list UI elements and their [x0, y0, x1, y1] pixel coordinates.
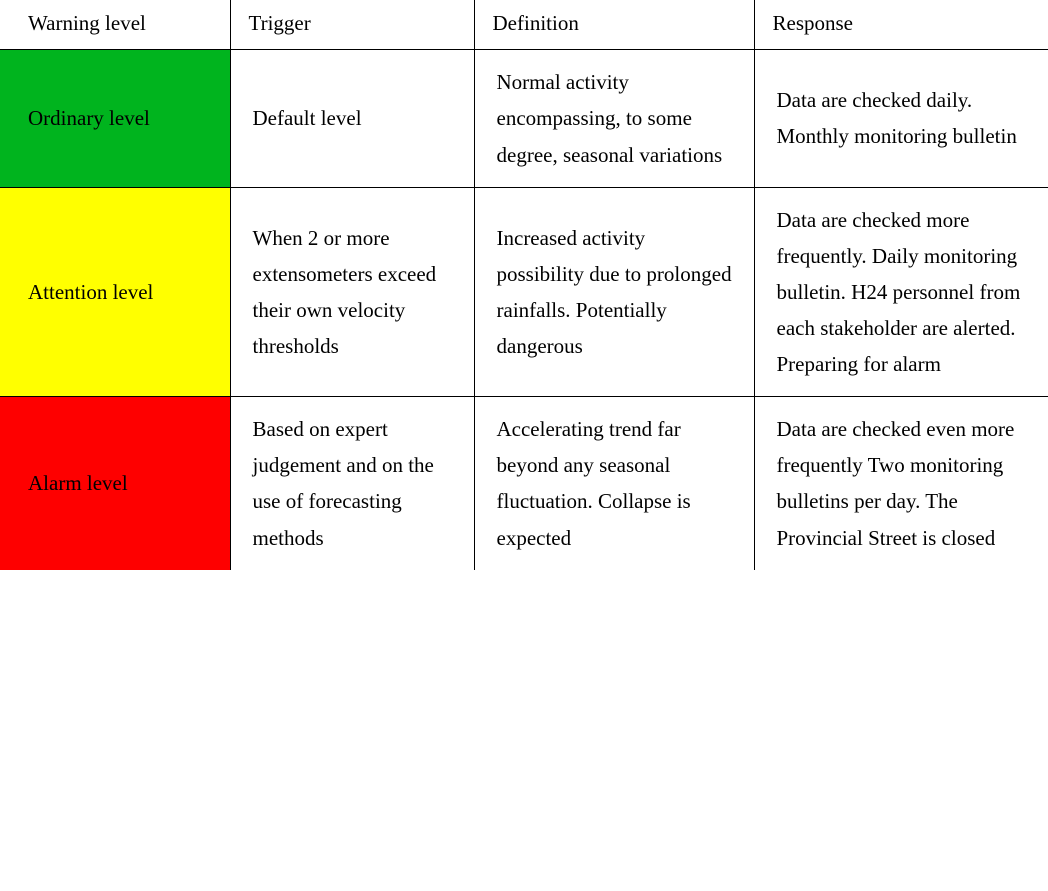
column-header-trigger: Trigger [230, 0, 474, 50]
table-row [0, 50, 1048, 187]
table-header-row [0, 0, 1048, 50]
response-alarm: Data are checked even more frequently Two monitoring bulletins per day. The Provincial Street is closed [754, 397, 1048, 570]
column-header-definition: Definition [474, 0, 754, 50]
definition-attention: Increased activity possibility due to prolonged rainfalls. Potentially dangerous [474, 187, 754, 397]
warning-level-ordinary: Ordinary level [0, 50, 230, 187]
table-body [0, 50, 1048, 570]
table-row [0, 397, 1048, 570]
response-attention: Data are checked more frequently. Daily monitoring bulletin. H24 personnel from each stakeholder are alerted. Preparing for alarm [754, 187, 1048, 397]
definition-alarm: Accelerating trend far beyond any seasonal fluctuation. Collapse is expected [474, 397, 754, 570]
warning-level-attention: Attention level [0, 187, 230, 397]
trigger-ordinary: Default level [230, 50, 474, 187]
table-row [0, 187, 1048, 397]
definition-ordinary: Normal activity encompassing, to some degree, seasonal variations [474, 50, 754, 187]
column-header-warning-level: Warning level [0, 0, 230, 50]
trigger-alarm: Based on expert judgement and on the use of forecasting methods [230, 397, 474, 570]
trigger-attention: When 2 or more extensometers exceed their own velocity thresholds [230, 187, 474, 397]
warning-level-alarm: Alarm level [0, 397, 230, 570]
response-ordinary: Data are checked daily. Monthly monitoring bulletin [754, 50, 1048, 187]
table-header [0, 0, 1048, 50]
column-header-response: Response [754, 0, 1048, 50]
